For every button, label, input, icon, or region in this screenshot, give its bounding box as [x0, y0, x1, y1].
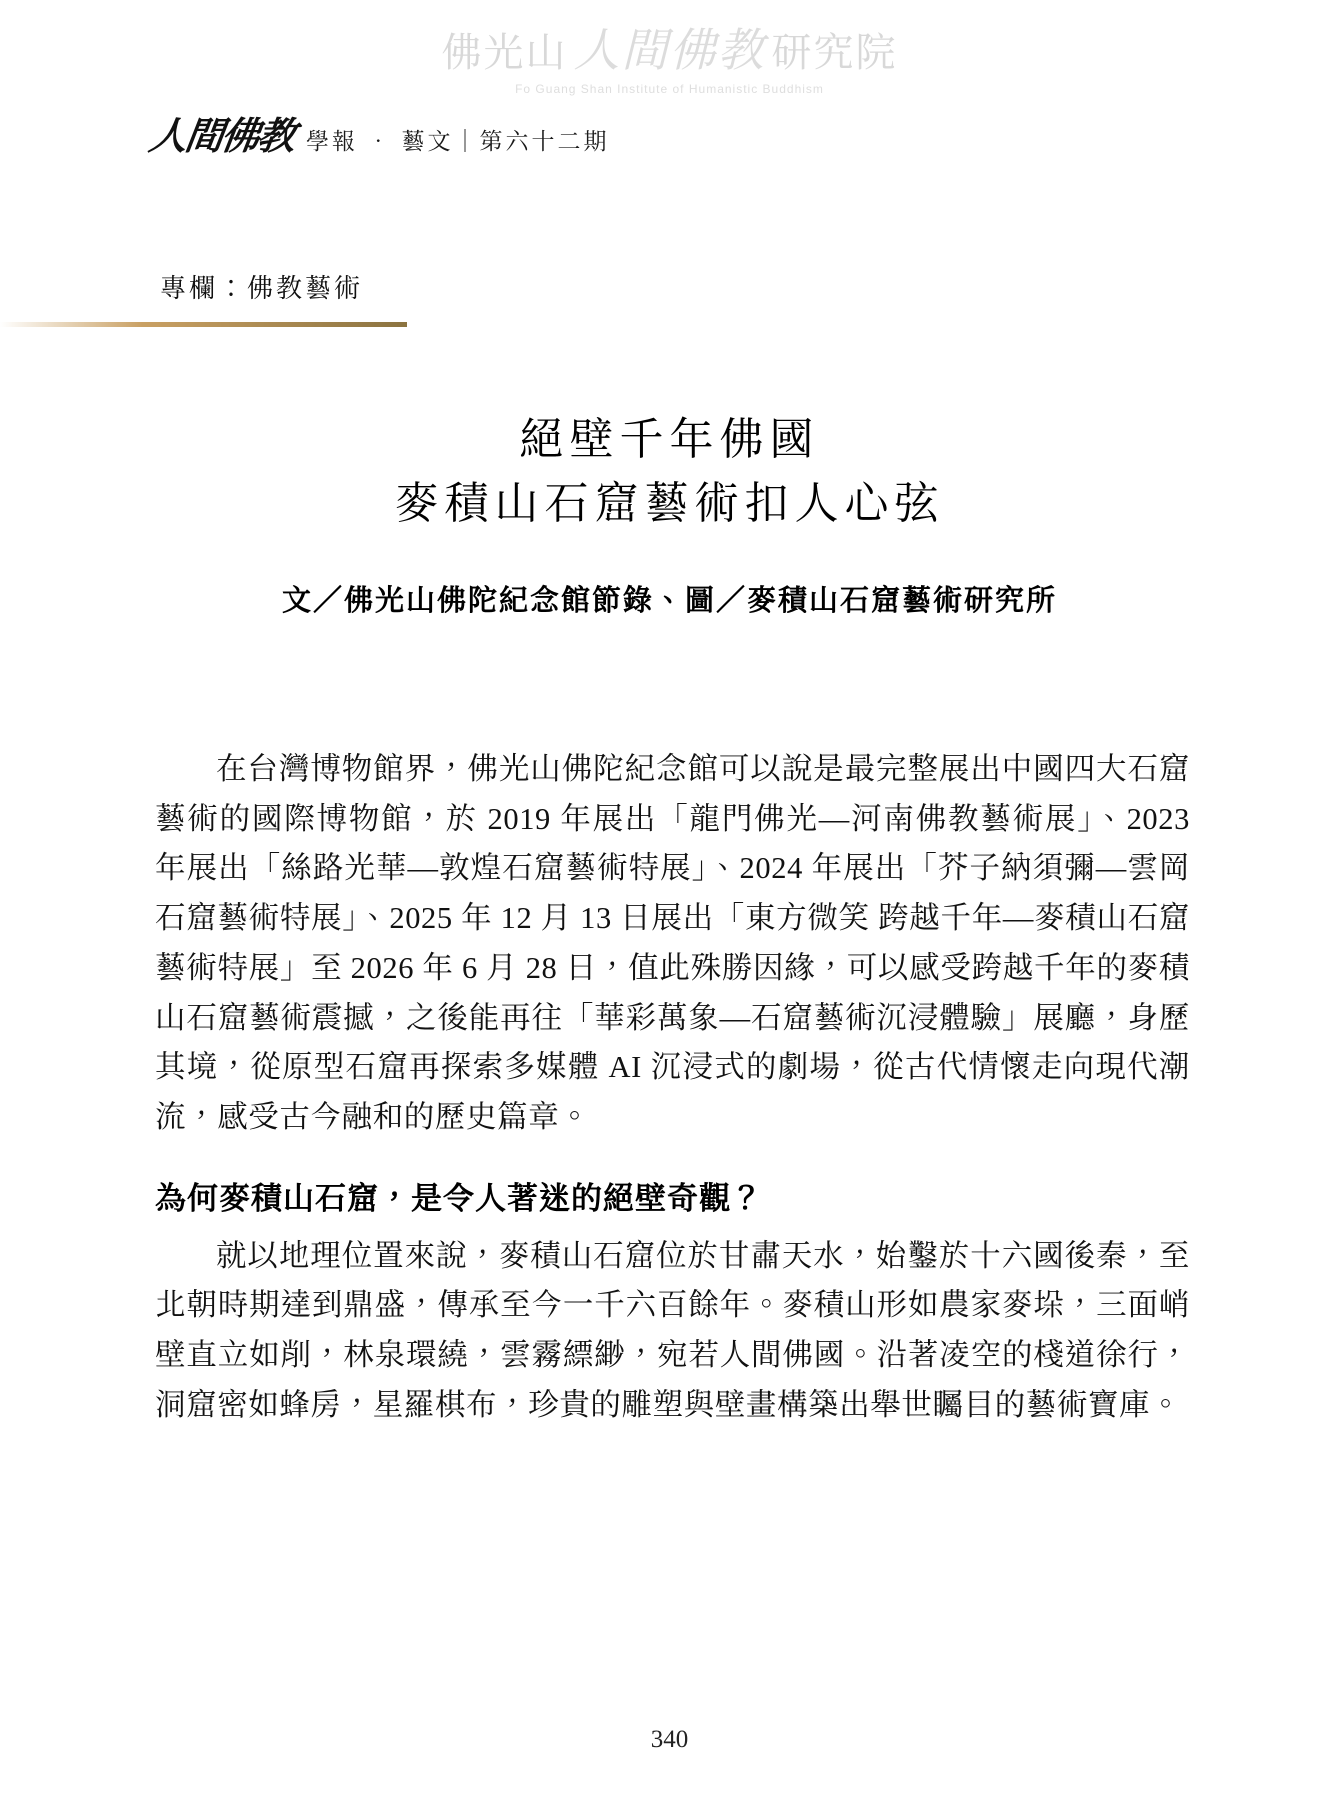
column-label: 專欄：佛教藝術 [160, 274, 364, 303]
journal-issue-label: 學報 ‧ 藝文｜第六十二期 [306, 129, 610, 154]
watermark-logo [0, 14, 1339, 96]
page-title-line-2: 麥積山石窟藝術扣人心弦 [394, 478, 945, 528]
page-number: 340 [650, 1726, 689, 1753]
watermark-subtitle: Fo Guang Shan Institute of Humanistic Buddhism [515, 82, 824, 96]
watermark-center-text: 人間佛教 [573, 25, 766, 76]
watermark-line1 [0, 14, 1339, 80]
running-head [146, 105, 610, 160]
section-subheading-1: 為何麥積山石窟，是令人著迷的絕壁奇觀？ [155, 1180, 763, 1216]
article-title-block [0, 408, 1339, 619]
page-title-line-1: 絕壁千年佛國 [519, 415, 820, 464]
article-body [155, 745, 1190, 1452]
watermark-right-text: 研究院 [771, 30, 898, 75]
paragraph-2: 就以地理位置來說，麥積山石窟位於甘肅天水，始鑿於十六國後秦，至北朝時期達到鼎盛，傳承至今一千六百餘年。麥積山形如農家麥垛，三面峭壁直立如削，林泉環繞，雲霧縹緲，宛若人間佛國。沿著凌空的棧道徐行，洞窟密如蜂房，星羅棋布，珍貴的雕塑與壁畫構築出舉世矚目的藝術寶庫。 [155, 1238, 1190, 1422]
journal-logo: 人間佛教 [146, 116, 297, 158]
paragraph-1: 在台灣博物館界，佛光山佛陀紀念館可以說是最完整展出中國四大石窟藝術的國際博物館，於 2019 年展出「龍門佛光―河南佛教藝術展」、2023 年展出「絲路光華―敦煌石窟藝術特展」、2024 年展出「芥子納須彌―雲岡石窟藝術特展」、2025 年 12 月 13 日展出「東方微笑 跨越千年―麥積山石窟藝術特展」至 2026 年 6 月 28 日，值此殊勝因緣，可以感受跨越千年的麥積山石窟藝術震撼，之後能再往「華彩萬象―石窟藝術沉浸體驗」展廳，身歷其境，從原型石窟再探索多媒體 AI 沉浸式的劇場，從古代情懷走向現代潮流，感受古今融和的歷史篇章。 [155, 752, 1190, 1134]
column-divider [0, 322, 407, 327]
article-byline: 文／佛光山佛陀紀念館節錄、圖／麥積山石窟藝術研究所 [281, 584, 1057, 617]
watermark-left-text: 佛光山 [441, 30, 568, 75]
